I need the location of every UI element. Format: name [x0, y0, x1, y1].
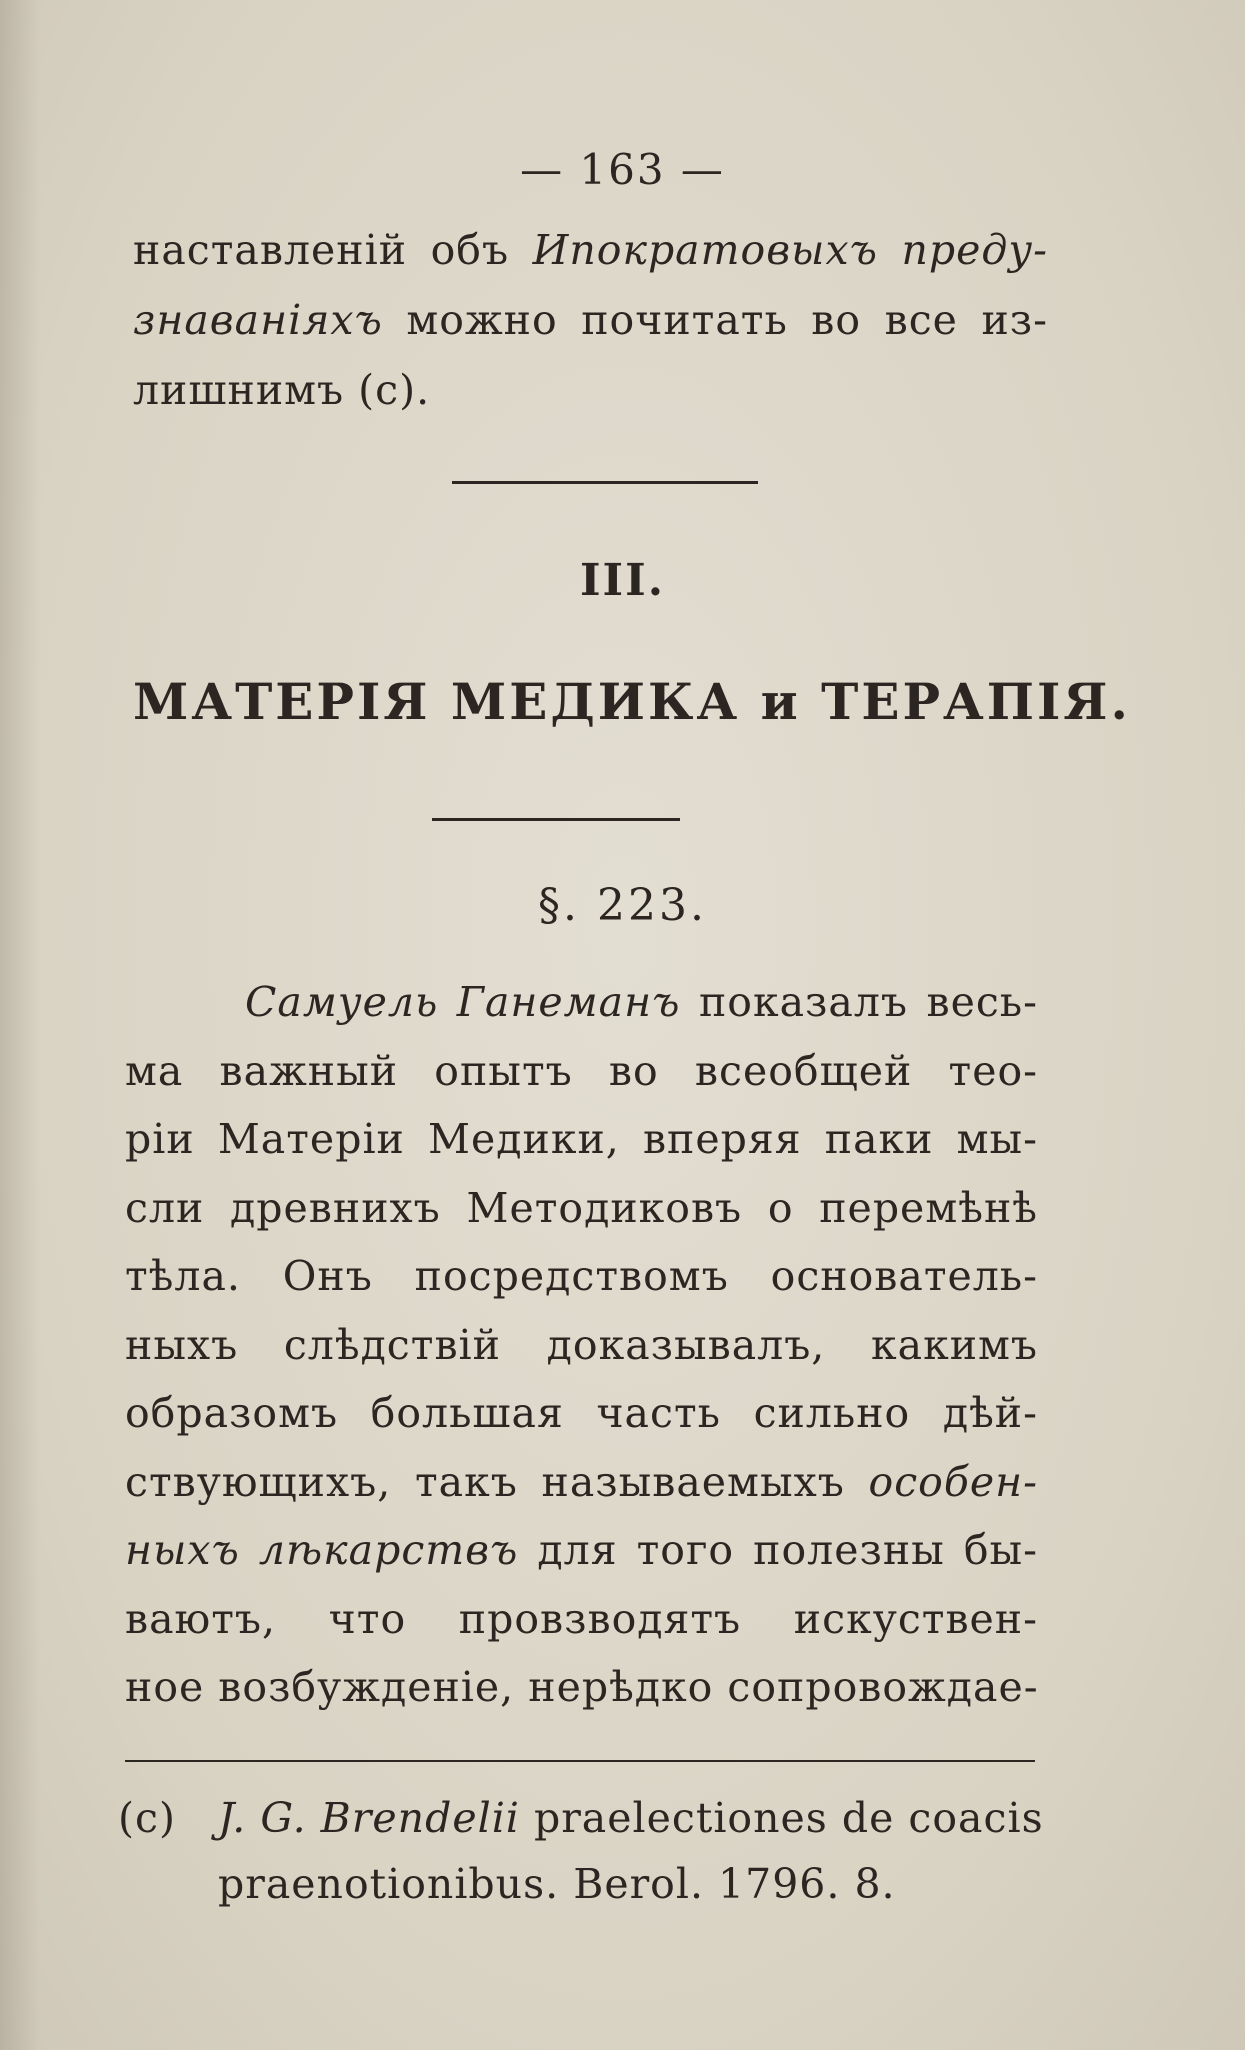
text-line [125, 1174, 1038, 1243]
footnote-divider [125, 1760, 1035, 1762]
paragraph-number: §. 223. [538, 880, 707, 931]
italic-text: особен- [868, 1457, 1038, 1506]
section-divider-top [452, 481, 758, 484]
text-line [125, 1585, 1038, 1654]
section-divider-bottom [432, 818, 680, 821]
italic-text: знаваніяхъ [133, 296, 383, 344]
text-line [133, 215, 1048, 285]
text-run: ріи Матеріи Медики, вперяя паки мы- [125, 1115, 1038, 1163]
section-title: МАТЕРІЯ МЕДИКА и ТЕРАПІЯ. [133, 672, 1131, 731]
text-line [125, 968, 1038, 1037]
text-line [125, 1448, 1038, 1517]
text-run: ныхъ слѣдствій доказывалъ, какимъ [125, 1320, 1038, 1369]
text-line [125, 1516, 1038, 1585]
text-run: наставленій объ [133, 226, 533, 274]
text-line [125, 1105, 1038, 1174]
text-run: ма важный опытъ во всеобщей тео- [125, 1046, 1038, 1095]
text-line [133, 355, 1048, 425]
footnote [118, 1785, 1044, 1917]
text-run: ствующихъ, такъ называемыхъ [125, 1457, 869, 1506]
text-line [125, 1242, 1038, 1311]
page-edge-shadow [0, 0, 40, 2050]
text-run: ваютъ, что провзводятъ искуствен- [125, 1594, 1038, 1643]
body-paragraph [125, 968, 1038, 1722]
text-run: тѣла. Онъ посредствомъ основатель- [125, 1252, 1038, 1300]
text-run: лишнимъ (c). [133, 366, 431, 414]
text-line [125, 1037, 1038, 1106]
footnote-line: praenotionibus. Berol. 1796. 8. [218, 1860, 896, 1908]
text-line [133, 285, 1048, 355]
footnote-text: praelectiones de coacis [519, 1794, 1044, 1842]
text-line [125, 1311, 1038, 1380]
text-run: сли древнихъ Методиковъ о перемѣнѣ [125, 1183, 1038, 1232]
footnote-mark: (c) [118, 1794, 176, 1842]
italic-text: Ипократовыхъ преду- [532, 226, 1048, 274]
text-run: можно почитать во все из- [382, 296, 1048, 344]
footnote-author: J. G. Brendelii [218, 1794, 520, 1842]
italic-text: Самуель Ганеманъ [245, 978, 681, 1026]
footnote-line [118, 1785, 1044, 1851]
text-run: показалъ весь- [680, 978, 1038, 1026]
text-line [125, 1653, 1038, 1722]
section-number: III. [579, 555, 666, 606]
text-run: ное возбужденіе, нерѣдко сопровождае- [125, 1663, 1039, 1711]
continued-text [133, 215, 1048, 425]
text-run: для того полезны бы- [518, 1526, 1038, 1574]
page-number: — 163 — [520, 145, 725, 194]
text-line [125, 1379, 1038, 1448]
italic-text: ныхъ лѣкарствъ [125, 1526, 519, 1574]
text-run: образомъ большая часть сильно дѣй- [125, 1389, 1038, 1437]
